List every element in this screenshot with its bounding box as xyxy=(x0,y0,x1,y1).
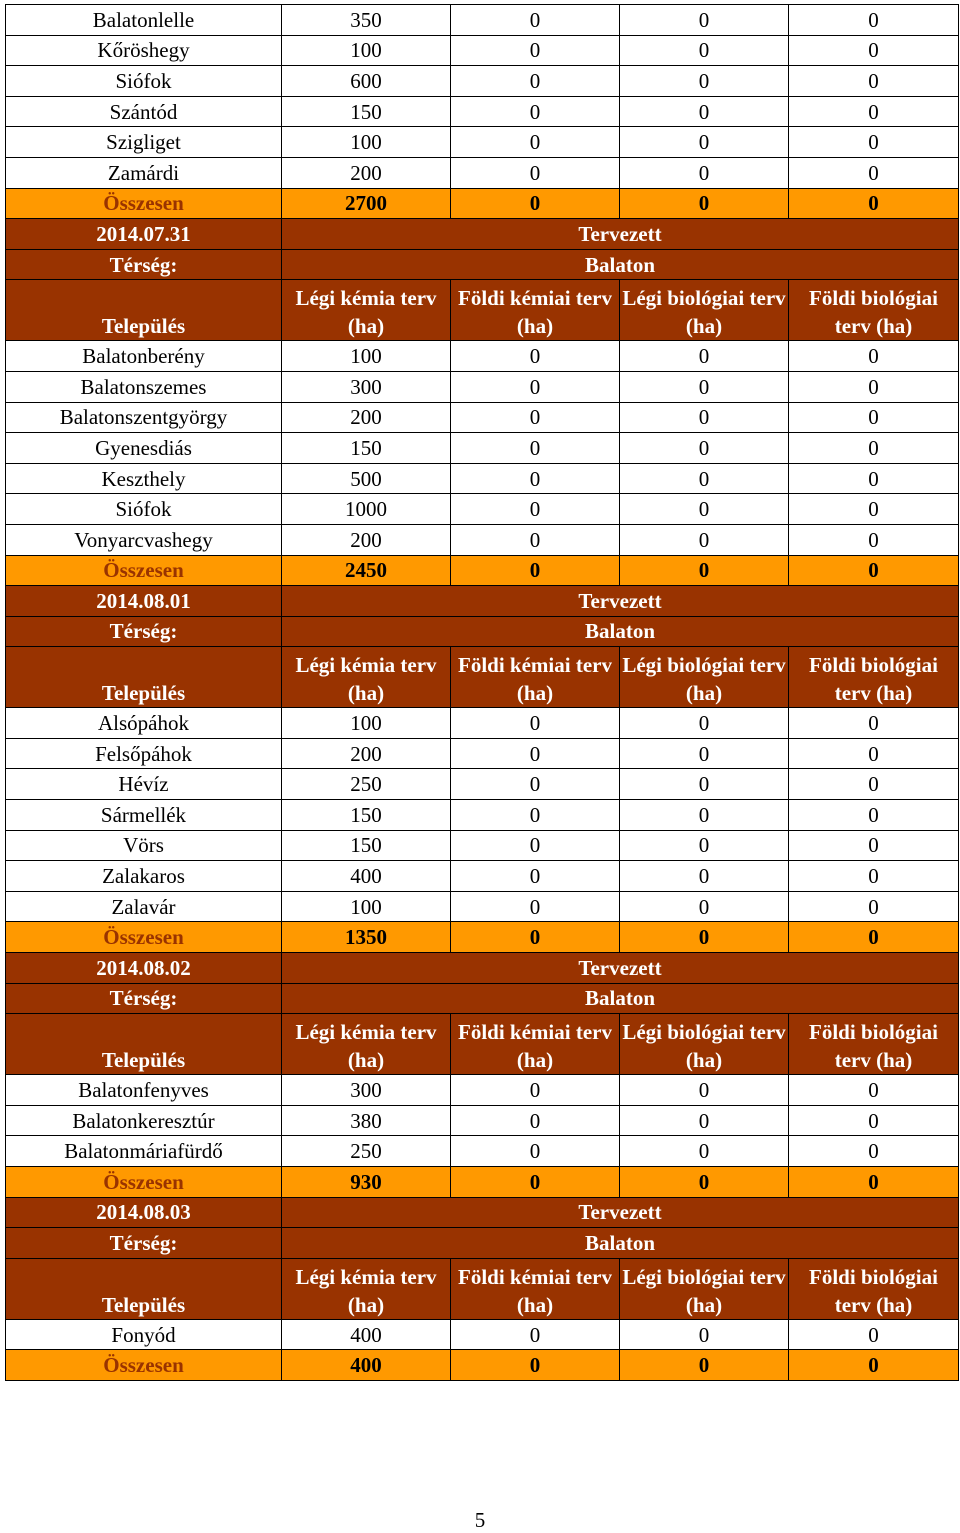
column-header-row xyxy=(6,280,959,341)
value-cell: 0 xyxy=(789,708,959,739)
total-value: 0 xyxy=(620,555,789,586)
block-region-row xyxy=(6,1228,959,1259)
column-header-telepules: Település xyxy=(6,1014,282,1075)
telepules-cell: Balatonfenyves xyxy=(6,1075,282,1106)
column-header: Földi biológiai terv (ha) xyxy=(789,647,959,708)
telepules-cell: Siófok xyxy=(6,66,282,97)
telepules-cell: Balatonlelle xyxy=(6,5,282,36)
table-row xyxy=(6,66,959,97)
value-cell: 200 xyxy=(282,402,451,433)
block-date-row xyxy=(6,219,959,250)
block-date-row xyxy=(6,953,959,984)
value-cell: 0 xyxy=(789,1136,959,1167)
value-cell: 200 xyxy=(282,524,451,555)
value-cell: 0 xyxy=(451,341,620,372)
telepules-cell: Felsőpáhok xyxy=(6,738,282,769)
value-cell: 0 xyxy=(789,738,959,769)
block-date: 2014.07.31 xyxy=(6,219,282,250)
table-row xyxy=(6,402,959,433)
total-label: Összesen xyxy=(6,555,282,586)
telepules-cell: Hévíz xyxy=(6,769,282,800)
value-cell: 0 xyxy=(451,463,620,494)
table-row xyxy=(6,769,959,800)
region-name: Balaton xyxy=(282,249,959,280)
telepules-cell: Zamárdi xyxy=(6,157,282,188)
value-cell: 0 xyxy=(620,1319,789,1350)
value-cell: 0 xyxy=(451,524,620,555)
column-header: Légi kémia terv (ha) xyxy=(282,1014,451,1075)
total-row xyxy=(6,1167,959,1198)
value-cell: 0 xyxy=(451,5,620,36)
value-cell: 0 xyxy=(620,371,789,402)
value-cell: 0 xyxy=(451,861,620,892)
table-row xyxy=(6,891,959,922)
block-region-row xyxy=(6,616,959,647)
telepules-cell: Keszthely xyxy=(6,463,282,494)
value-cell: 350 xyxy=(282,5,451,36)
table-row xyxy=(6,371,959,402)
column-header: Légi kémia terv (ha) xyxy=(282,1258,451,1319)
region-label: Térség: xyxy=(6,1228,282,1259)
block-date: 2014.08.01 xyxy=(6,586,282,617)
value-cell: 100 xyxy=(282,35,451,66)
telepules-cell: Vonyarcvashegy xyxy=(6,524,282,555)
value-cell: 0 xyxy=(451,800,620,831)
table-row xyxy=(6,861,959,892)
value-cell: 0 xyxy=(451,371,620,402)
total-value: 2700 xyxy=(282,188,451,219)
column-header: Földi biológiai terv (ha) xyxy=(789,1014,959,1075)
block-region-row xyxy=(6,249,959,280)
page-number: 5 xyxy=(474,1508,486,1532)
table-body xyxy=(6,5,959,1381)
total-row xyxy=(6,555,959,586)
region-name: Balaton xyxy=(282,616,959,647)
table-row xyxy=(6,5,959,36)
telepules-cell: Zalavár xyxy=(6,891,282,922)
value-cell: 0 xyxy=(451,96,620,127)
value-cell: 0 xyxy=(620,891,789,922)
value-cell: 0 xyxy=(620,66,789,97)
value-cell: 1000 xyxy=(282,494,451,525)
value-cell: 0 xyxy=(789,494,959,525)
value-cell: 0 xyxy=(620,157,789,188)
value-cell: 0 xyxy=(620,35,789,66)
column-header: Légi biológiai terv (ha) xyxy=(620,1258,789,1319)
table-row xyxy=(6,157,959,188)
value-cell: 0 xyxy=(789,371,959,402)
block-status: Tervezett xyxy=(282,1197,959,1228)
value-cell: 0 xyxy=(620,1136,789,1167)
total-value: 400 xyxy=(282,1350,451,1381)
region-label: Térség: xyxy=(6,616,282,647)
value-cell: 0 xyxy=(789,463,959,494)
value-cell: 0 xyxy=(789,5,959,36)
telepules-cell: Sármellék xyxy=(6,800,282,831)
block-status: Tervezett xyxy=(282,586,959,617)
value-cell: 0 xyxy=(620,402,789,433)
table-row xyxy=(6,35,959,66)
total-value: 0 xyxy=(789,1350,959,1381)
value-cell: 0 xyxy=(789,891,959,922)
value-cell: 0 xyxy=(789,66,959,97)
value-cell: 0 xyxy=(789,800,959,831)
total-value: 930 xyxy=(282,1167,451,1198)
value-cell: 100 xyxy=(282,341,451,372)
total-value: 0 xyxy=(451,1350,620,1381)
telepules-cell: Kőröshegy xyxy=(6,35,282,66)
telepules-cell: Szántód xyxy=(6,96,282,127)
value-cell: 200 xyxy=(282,157,451,188)
value-cell: 0 xyxy=(789,1075,959,1106)
column-header: Földi kémiai terv (ha) xyxy=(451,1014,620,1075)
table-row xyxy=(6,708,959,739)
column-header: Légi biológiai terv (ha) xyxy=(620,1014,789,1075)
value-cell: 0 xyxy=(451,494,620,525)
table-row xyxy=(6,800,959,831)
column-header: Földi kémiai terv (ha) xyxy=(451,647,620,708)
table-row xyxy=(6,463,959,494)
value-cell: 150 xyxy=(282,830,451,861)
value-cell: 0 xyxy=(451,66,620,97)
value-cell: 0 xyxy=(789,433,959,464)
value-cell: 0 xyxy=(451,1105,620,1136)
total-value: 0 xyxy=(620,1167,789,1198)
value-cell: 0 xyxy=(451,433,620,464)
column-header: Légi biológiai terv (ha) xyxy=(620,647,789,708)
value-cell: 0 xyxy=(620,127,789,158)
column-header: Légi biológiai terv (ha) xyxy=(620,280,789,341)
telepules-cell: Zalakaros xyxy=(6,861,282,892)
block-date-row xyxy=(6,586,959,617)
total-value: 2450 xyxy=(282,555,451,586)
value-cell: 0 xyxy=(789,96,959,127)
value-cell: 150 xyxy=(282,433,451,464)
column-header-telepules: Település xyxy=(6,1258,282,1319)
value-cell: 0 xyxy=(451,769,620,800)
total-value: 0 xyxy=(789,1167,959,1198)
column-header: Légi kémia terv (ha) xyxy=(282,647,451,708)
total-value: 0 xyxy=(451,1167,620,1198)
value-cell: 0 xyxy=(451,402,620,433)
value-cell: 0 xyxy=(620,494,789,525)
table-row xyxy=(6,738,959,769)
value-cell: 0 xyxy=(789,127,959,158)
value-cell: 0 xyxy=(789,524,959,555)
column-header: Földi biológiai terv (ha) xyxy=(789,1258,959,1319)
value-cell: 0 xyxy=(451,1136,620,1167)
value-cell: 100 xyxy=(282,708,451,739)
telepules-cell: Szigliget xyxy=(6,127,282,158)
block-date: 2014.08.02 xyxy=(6,953,282,984)
value-cell: 0 xyxy=(789,830,959,861)
value-cell: 0 xyxy=(620,433,789,464)
telepules-cell: Siófok xyxy=(6,494,282,525)
value-cell: 400 xyxy=(282,861,451,892)
value-cell: 250 xyxy=(282,769,451,800)
total-row xyxy=(6,922,959,953)
telepules-cell: Vörs xyxy=(6,830,282,861)
block-date-row xyxy=(6,1197,959,1228)
value-cell: 0 xyxy=(789,1319,959,1350)
total-label: Összesen xyxy=(6,1167,282,1198)
total-value: 1350 xyxy=(282,922,451,953)
total-label: Összesen xyxy=(6,188,282,219)
value-cell: 300 xyxy=(282,1075,451,1106)
block-status: Tervezett xyxy=(282,219,959,250)
value-cell: 0 xyxy=(789,157,959,188)
total-row xyxy=(6,1350,959,1381)
value-cell: 380 xyxy=(282,1105,451,1136)
column-header-row xyxy=(6,1014,959,1075)
telepules-cell: Balatonszemes xyxy=(6,371,282,402)
total-label: Összesen xyxy=(6,922,282,953)
value-cell: 0 xyxy=(789,769,959,800)
value-cell: 0 xyxy=(451,1075,620,1106)
value-cell: 0 xyxy=(620,96,789,127)
telepules-cell: Fonyód xyxy=(6,1319,282,1350)
value-cell: 600 xyxy=(282,66,451,97)
total-value: 0 xyxy=(451,188,620,219)
telepules-cell: Balatonszentgyörgy xyxy=(6,402,282,433)
region-name: Balaton xyxy=(282,983,959,1014)
total-value: 0 xyxy=(451,922,620,953)
value-cell: 0 xyxy=(451,708,620,739)
value-cell: 0 xyxy=(620,1105,789,1136)
value-cell: 0 xyxy=(451,891,620,922)
value-cell: 150 xyxy=(282,800,451,831)
region-label: Térség: xyxy=(6,983,282,1014)
total-value: 0 xyxy=(789,922,959,953)
table-row xyxy=(6,96,959,127)
total-value: 0 xyxy=(789,188,959,219)
spraying-plan-table xyxy=(5,4,959,1381)
table-row xyxy=(6,494,959,525)
total-value: 0 xyxy=(620,1350,789,1381)
telepules-cell: Alsópáhok xyxy=(6,708,282,739)
value-cell: 0 xyxy=(620,1075,789,1106)
table-row xyxy=(6,1136,959,1167)
block-status: Tervezett xyxy=(282,953,959,984)
region-name: Balaton xyxy=(282,1228,959,1259)
total-value: 0 xyxy=(620,188,789,219)
telepules-cell: Balatonberény xyxy=(6,341,282,372)
total-label: Összesen xyxy=(6,1350,282,1381)
value-cell: 0 xyxy=(451,35,620,66)
value-cell: 0 xyxy=(789,861,959,892)
value-cell: 0 xyxy=(620,708,789,739)
telepules-cell: Gyenesdiás xyxy=(6,433,282,464)
column-header-telepules: Település xyxy=(6,647,282,708)
table-row xyxy=(6,1105,959,1136)
value-cell: 100 xyxy=(282,127,451,158)
value-cell: 0 xyxy=(620,463,789,494)
value-cell: 0 xyxy=(620,341,789,372)
telepules-cell: Balatonmáriafürdő xyxy=(6,1136,282,1167)
table-row xyxy=(6,1319,959,1350)
column-header-row xyxy=(6,647,959,708)
table-row xyxy=(6,127,959,158)
value-cell: 0 xyxy=(620,524,789,555)
column-header-telepules: Település xyxy=(6,280,282,341)
value-cell: 0 xyxy=(451,127,620,158)
value-cell: 0 xyxy=(451,1319,620,1350)
value-cell: 300 xyxy=(282,371,451,402)
value-cell: 500 xyxy=(282,463,451,494)
table-row xyxy=(6,524,959,555)
table-row xyxy=(6,830,959,861)
total-value: 0 xyxy=(789,555,959,586)
column-header: Földi kémiai terv (ha) xyxy=(451,1258,620,1319)
total-row xyxy=(6,188,959,219)
block-region-row xyxy=(6,983,959,1014)
value-cell: 0 xyxy=(451,738,620,769)
value-cell: 0 xyxy=(789,341,959,372)
value-cell: 0 xyxy=(620,861,789,892)
table-row xyxy=(6,341,959,372)
value-cell: 0 xyxy=(620,830,789,861)
column-header: Légi kémia terv (ha) xyxy=(282,280,451,341)
block-date: 2014.08.03 xyxy=(6,1197,282,1228)
value-cell: 0 xyxy=(620,769,789,800)
value-cell: 200 xyxy=(282,738,451,769)
value-cell: 0 xyxy=(789,35,959,66)
value-cell: 100 xyxy=(282,891,451,922)
value-cell: 0 xyxy=(620,800,789,831)
value-cell: 400 xyxy=(282,1319,451,1350)
column-header: Földi biológiai terv (ha) xyxy=(789,280,959,341)
column-header-row xyxy=(6,1258,959,1319)
value-cell: 0 xyxy=(451,157,620,188)
value-cell: 0 xyxy=(789,402,959,433)
total-value: 0 xyxy=(451,555,620,586)
value-cell: 150 xyxy=(282,96,451,127)
value-cell: 0 xyxy=(789,1105,959,1136)
value-cell: 250 xyxy=(282,1136,451,1167)
column-header: Földi kémiai terv (ha) xyxy=(451,280,620,341)
table-row xyxy=(6,433,959,464)
region-label: Térség: xyxy=(6,249,282,280)
value-cell: 0 xyxy=(620,5,789,36)
total-value: 0 xyxy=(620,922,789,953)
value-cell: 0 xyxy=(620,738,789,769)
value-cell: 0 xyxy=(451,830,620,861)
table-row xyxy=(6,1075,959,1106)
telepules-cell: Balatonkeresztúr xyxy=(6,1105,282,1136)
